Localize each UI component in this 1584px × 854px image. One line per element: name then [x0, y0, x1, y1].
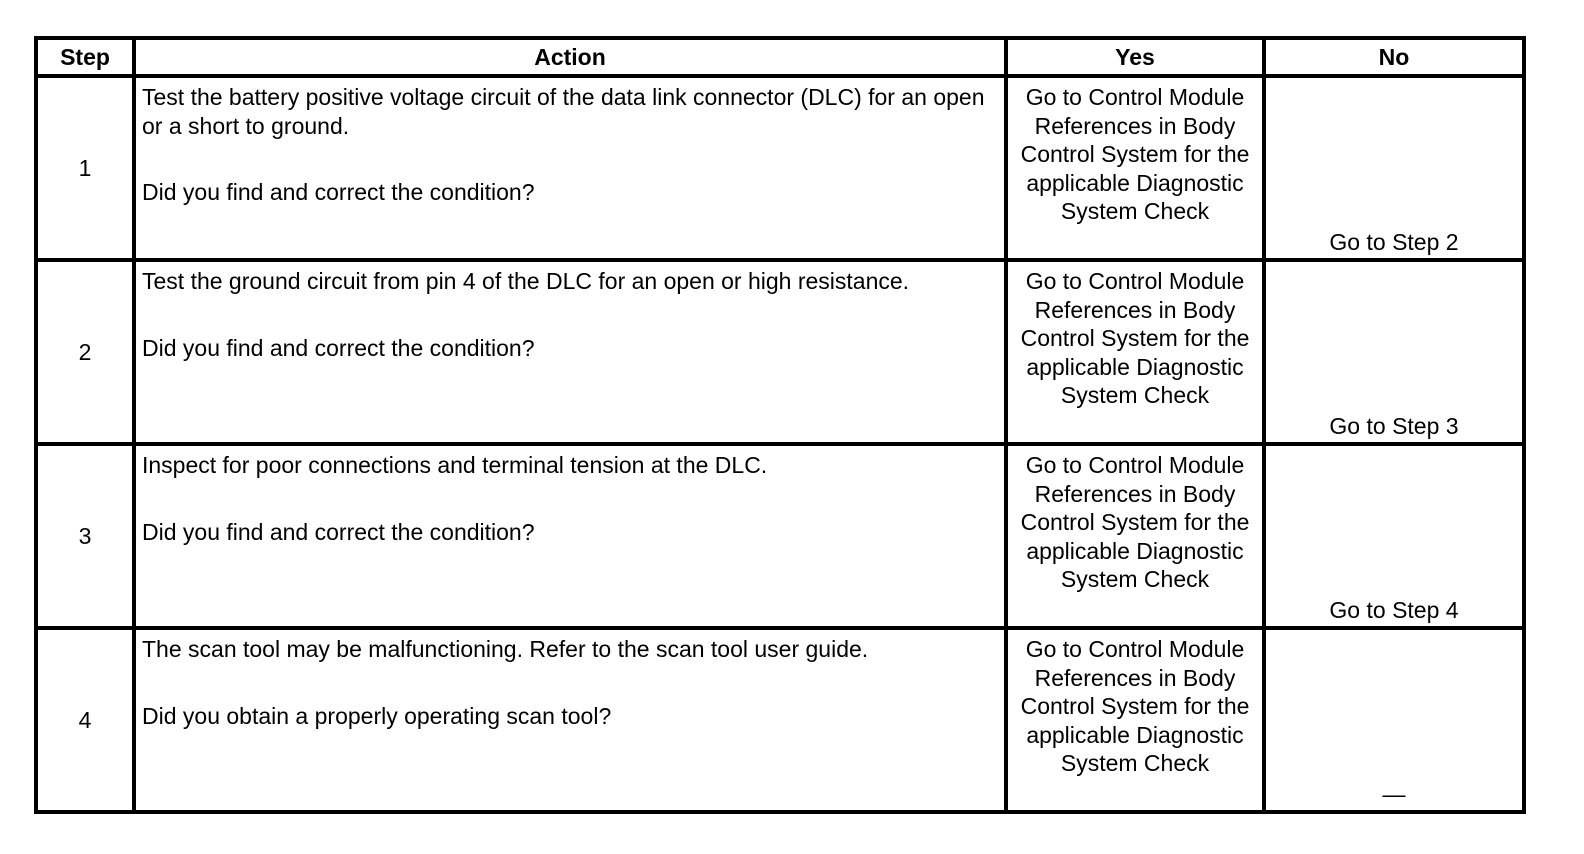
- action-question: Did you find and correct the condition?: [142, 518, 535, 545]
- header-no: No: [1264, 38, 1524, 76]
- no-result: —: [1264, 628, 1524, 812]
- header-action: Action: [134, 38, 1006, 76]
- table-row: [36, 444, 1524, 628]
- header-yes: Yes: [1006, 38, 1264, 76]
- diagnostic-table: [34, 36, 1526, 814]
- action-cell: [134, 444, 1006, 628]
- step-number: 3: [36, 444, 134, 628]
- table-header-row: [36, 38, 1524, 76]
- yes-result: Go to Control Module References in Body Control System for the applicable Diagnostic System Check: [1006, 628, 1264, 812]
- action-text: Test the ground circuit from pin 4 of the DLC for an open or high resistance.: [142, 268, 910, 294]
- yes-result: Go to Control Module References in Body Control System for the applicable Diagnostic System Check: [1006, 260, 1264, 444]
- table-row: [36, 628, 1524, 812]
- step-number: 4: [36, 628, 134, 812]
- no-result: Go to Step 3: [1264, 260, 1524, 444]
- action-cell: [134, 76, 1006, 260]
- yes-result: Go to Control Module References in Body Control System for the applicable Diagnostic System Check: [1006, 444, 1264, 628]
- table-row: [36, 260, 1524, 444]
- action-cell: [134, 628, 1006, 812]
- yes-result: Go to Control Module References in Body Control System for the applicable Diagnostic System Check: [1006, 76, 1264, 260]
- action-text: Inspect for poor connections and terminal tension at the DLC.: [142, 452, 768, 478]
- action-text: The scan tool may be malfunctioning. Refer to the scan tool user guide.: [142, 636, 869, 662]
- action-question: Did you obtain a properly operating scan tool?: [142, 702, 612, 729]
- header-step: Step: [36, 38, 134, 76]
- no-result: Go to Step 2: [1264, 76, 1524, 260]
- no-result: Go to Step 4: [1264, 444, 1524, 628]
- action-cell: [134, 260, 1006, 444]
- action-text: Test the battery positive voltage circuit of the data link connector (DLC) for an open or a short to ground.: [142, 84, 985, 139]
- action-question: Did you find and correct the condition?: [142, 334, 535, 361]
- action-question: Did you find and correct the condition?: [142, 179, 535, 205]
- step-number: 2: [36, 260, 134, 444]
- step-number: 1: [36, 76, 134, 260]
- table-row: [36, 76, 1524, 260]
